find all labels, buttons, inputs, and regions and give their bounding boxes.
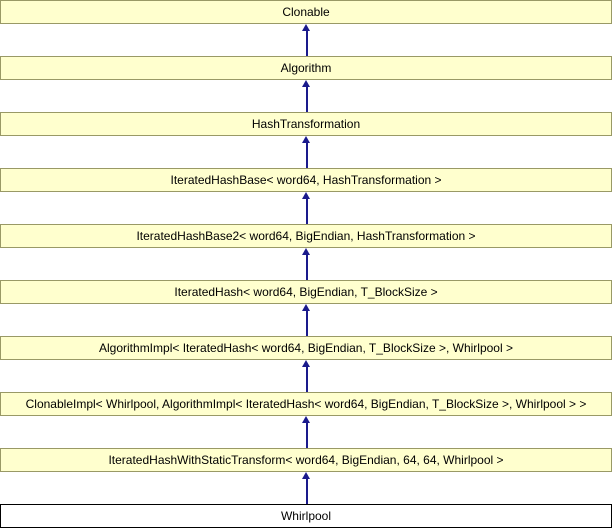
inheritance-arrow-icon bbox=[300, 416, 313, 448]
class-node-clonableimpl[interactable]: ClonableImpl< Whirlpool, AlgorithmImpl< IteratedHash< word64, BigEndian, T_BlockSize >, Whirlpool > > bbox=[0, 392, 612, 416]
class-node-iteratedhashwithstatictransform[interactable]: IteratedHashWithStaticTransform< word64, BigEndian, 64, 64, Whirlpool > bbox=[0, 448, 612, 472]
class-node-whirlpool-current: Whirlpool bbox=[0, 504, 612, 528]
inheritance-arrow-icon bbox=[300, 472, 313, 504]
class-node-iteratedhash[interactable]: IteratedHash< word64, BigEndian, T_BlockSize > bbox=[0, 280, 612, 304]
inheritance-arrow-icon bbox=[300, 136, 313, 168]
class-node-clonable[interactable]: Clonable bbox=[0, 0, 612, 24]
inheritance-arrow-icon bbox=[300, 248, 313, 280]
inheritance-arrow-icon bbox=[300, 360, 313, 392]
class-node-iteratedhashbase[interactable]: IteratedHashBase< word64, HashTransformation > bbox=[0, 168, 612, 192]
class-node-iteratedhashbase2[interactable]: IteratedHashBase2< word64, BigEndian, HashTransformation > bbox=[0, 224, 612, 248]
inheritance-arrow-icon bbox=[300, 24, 313, 56]
class-node-hashtransformation[interactable]: HashTransformation bbox=[0, 112, 612, 136]
inheritance-arrow-icon bbox=[300, 304, 313, 336]
class-node-algorithmimpl[interactable]: AlgorithmImpl< IteratedHash< word64, BigEndian, T_BlockSize >, Whirlpool > bbox=[0, 336, 612, 360]
inheritance-arrow-icon bbox=[300, 80, 313, 112]
inheritance-arrow-icon bbox=[300, 192, 313, 224]
class-node-algorithm[interactable]: Algorithm bbox=[0, 56, 612, 80]
